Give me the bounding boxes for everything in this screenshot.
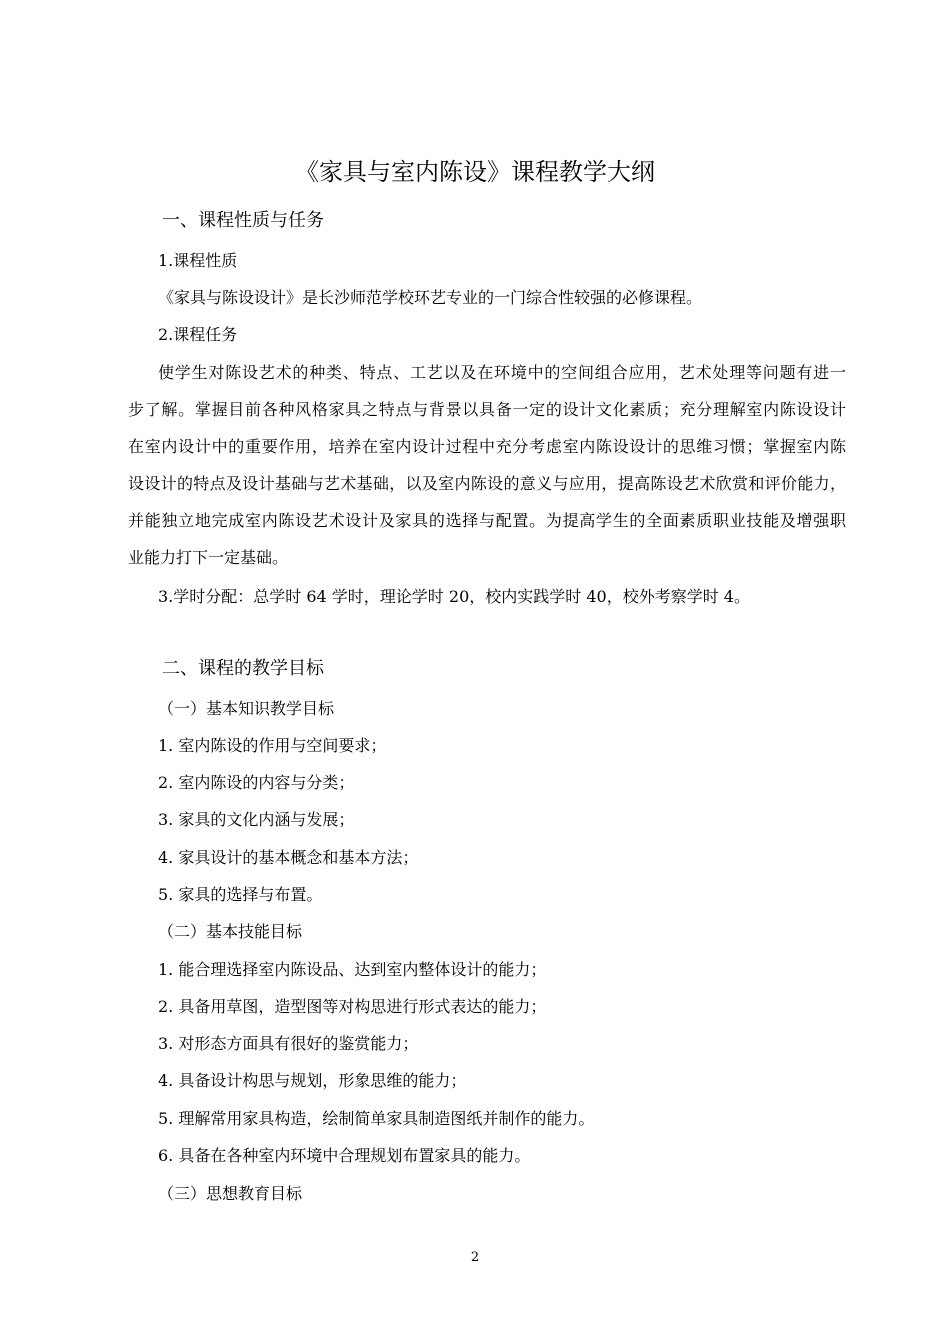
subheading-knowledge: （一）基本知识教学目标 <box>158 699 335 718</box>
list-item: 2. 室内陈设的内容与分类； <box>158 773 355 792</box>
list-item: 1. 能合理选择室内陈设品、达到室内整体设计的能力； <box>158 960 547 979</box>
page-number: 2 <box>470 1250 480 1265</box>
paragraph-line: 使学生对陈设艺术的种类、特点、工艺以及在环境中的空间组合应用，艺术处理等问题有进一 <box>158 363 846 382</box>
subheading-course-task: 2.课程任务 <box>158 325 238 344</box>
section-heading-2: 二、课程的教学目标 <box>162 658 324 679</box>
subheading-skills: （二）基本技能目标 <box>158 922 303 941</box>
subheading-course-nature: 1.课程性质 <box>158 251 238 270</box>
paragraph-hours: 3.学时分配：总学时 64 学时，理论学时 20，校内实践学时 40，校外考察学时 4。 <box>158 587 750 606</box>
document-title: 《家具与室内陈设》课程教学大纲 <box>295 158 655 186</box>
paragraph-line: 设设计的特点及设计基础与艺术基础，以及室内陈设的意义与应用，提高陈设艺术欣赏和评价能力， <box>128 474 846 493</box>
section-heading-1: 一、课程性质与任务 <box>162 210 324 231</box>
paragraph-line: 步了解。掌握目前各种风格家具之特点与背景以具备一定的设计文化素质；充分理解室内陈设设计 <box>128 400 846 419</box>
list-item: 3. 对形态方面具有很好的鉴赏能力； <box>158 1034 419 1053</box>
paragraph-line: 在室内设计中的重要作用，培养在室内设计过程中充分考虑室内陈设设计的思维习惯；掌握室内陈 <box>128 437 846 456</box>
list-item: 1. 室内陈设的作用与空间要求； <box>158 736 387 755</box>
list-item: 2. 具备用草图，造型图等对构思进行形式表达的能力； <box>158 997 547 1016</box>
list-item: 4. 家具设计的基本概念和基本方法； <box>158 848 419 867</box>
subheading-ideological: （三）思想教育目标 <box>158 1184 303 1203</box>
list-item: 3. 家具的文化内涵与发展； <box>158 810 355 829</box>
list-item: 5. 家具的选择与布置。 <box>158 885 323 904</box>
paragraph-course-nature: 《家具与陈设设计》是长沙师范学校环艺专业的一门综合性较强的必修课程。 <box>158 288 703 307</box>
list-item: 6. 具备在各种室内环境中合理规划布置家具的能力。 <box>158 1146 531 1165</box>
list-item: 4. 具备设计构思与规划，形象思维的能力； <box>158 1071 467 1090</box>
list-item: 5. 理解常用家具构造，绘制简单家具制造图纸并制作的能力。 <box>158 1109 595 1128</box>
paragraph-line: 业能力打下一定基础。 <box>128 548 289 567</box>
paragraph-line: 并能独立地完成室内陈设艺术设计及家具的选择与配置。为提高学生的全面素质职业技能及增强职 <box>128 511 846 530</box>
